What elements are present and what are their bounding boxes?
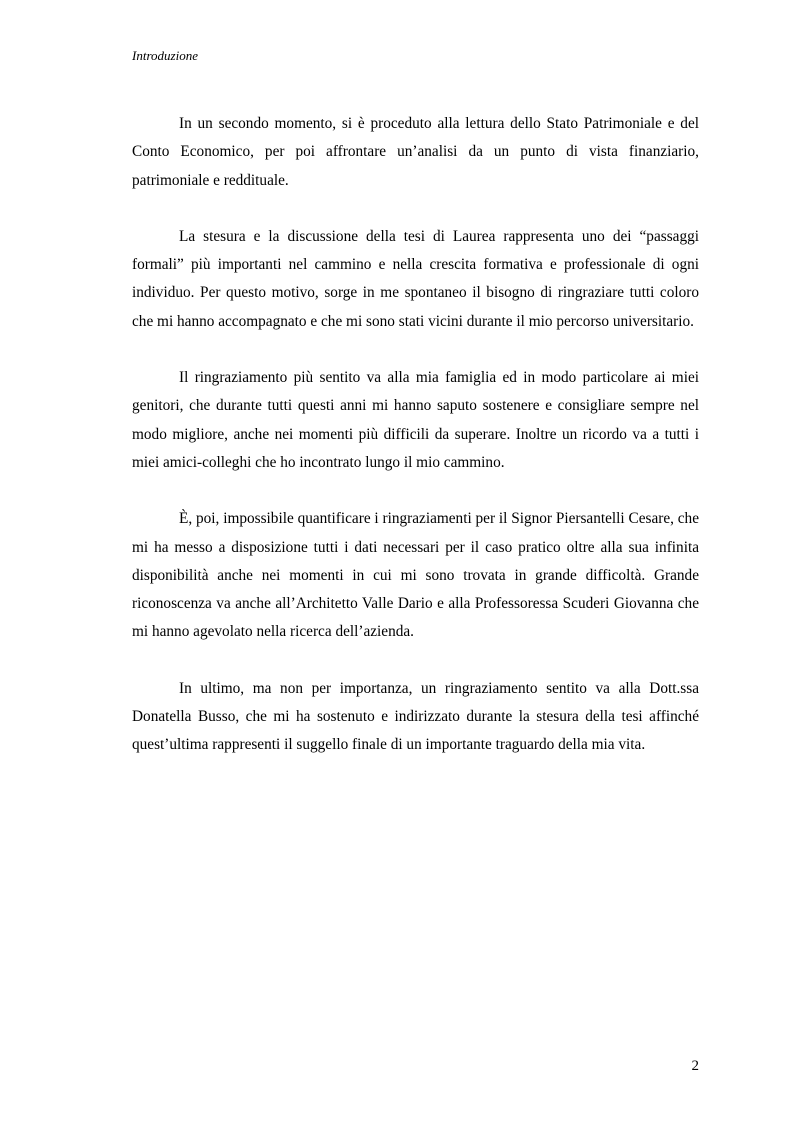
- running-header: Introduzione: [132, 48, 198, 63]
- paragraph-supervisor-thanks: In ultimo, ma non per importanza, un ringraziamento sentito va alla Dott.ssa Donatella Busso, che mi ha sostenuto e indirizzato durante la stesura della tesi affinché quest’ultima rappresenti il suggello finale di un importante traguardo della mia vita.: [132, 679, 699, 754]
- page-number: 2: [691, 1058, 699, 1074]
- paragraph-thesis-thanks: La stesura e la discussione della tesi di Laurea rappresenta uno dei “passaggi formali” più importanti nel cammino e nella crescita formativa e professionale di ogni individuo. Per questo motivo, sorge in me spontaneo il bisogno di ringraziare tutti coloro che mi hanno accompagnato e che mi sono stati vicini durante il mio percorso universitario.: [132, 227, 699, 330]
- paragraph-family-thanks: Il ringraziamento più sentito va alla mia famiglia ed in modo particolare ai miei genitori, che durante tutti questi anni mi hanno saputo sostenere e consigliare sempre nel modo migliore, anche nei momenti più difficili da superare. Inoltre un ricordo va a tutti i miei amici-colleghi che ho incontrato lungo il mio cammino.: [132, 369, 699, 471]
- body-text: [132, 110, 699, 788]
- paragraph-company-thanks: È, poi, impossibile quantificare i ringraziamenti per il Signor Piersantelli Cesare, che mi ha messo a disposizione tutti i dati necessari per il caso pratico oltre alla sua infinita disponibilità anche nei momenti in cui mi sono trovata in grande difficoltà. Grande riconoscenza va anche all’Architetto Valle Dario e alla Professoressa Scuderi Giovanna che mi hanno agevolato nella ricerca dell’azienda.: [132, 510, 699, 641]
- paragraph-analysis: In un secondo momento, si è proceduto alla lettura dello Stato Patrimoniale e del Conto Economico, per poi affrontare un’analisi da un punto di vista finanziario, patrimoniale e reddituale.: [132, 115, 699, 189]
